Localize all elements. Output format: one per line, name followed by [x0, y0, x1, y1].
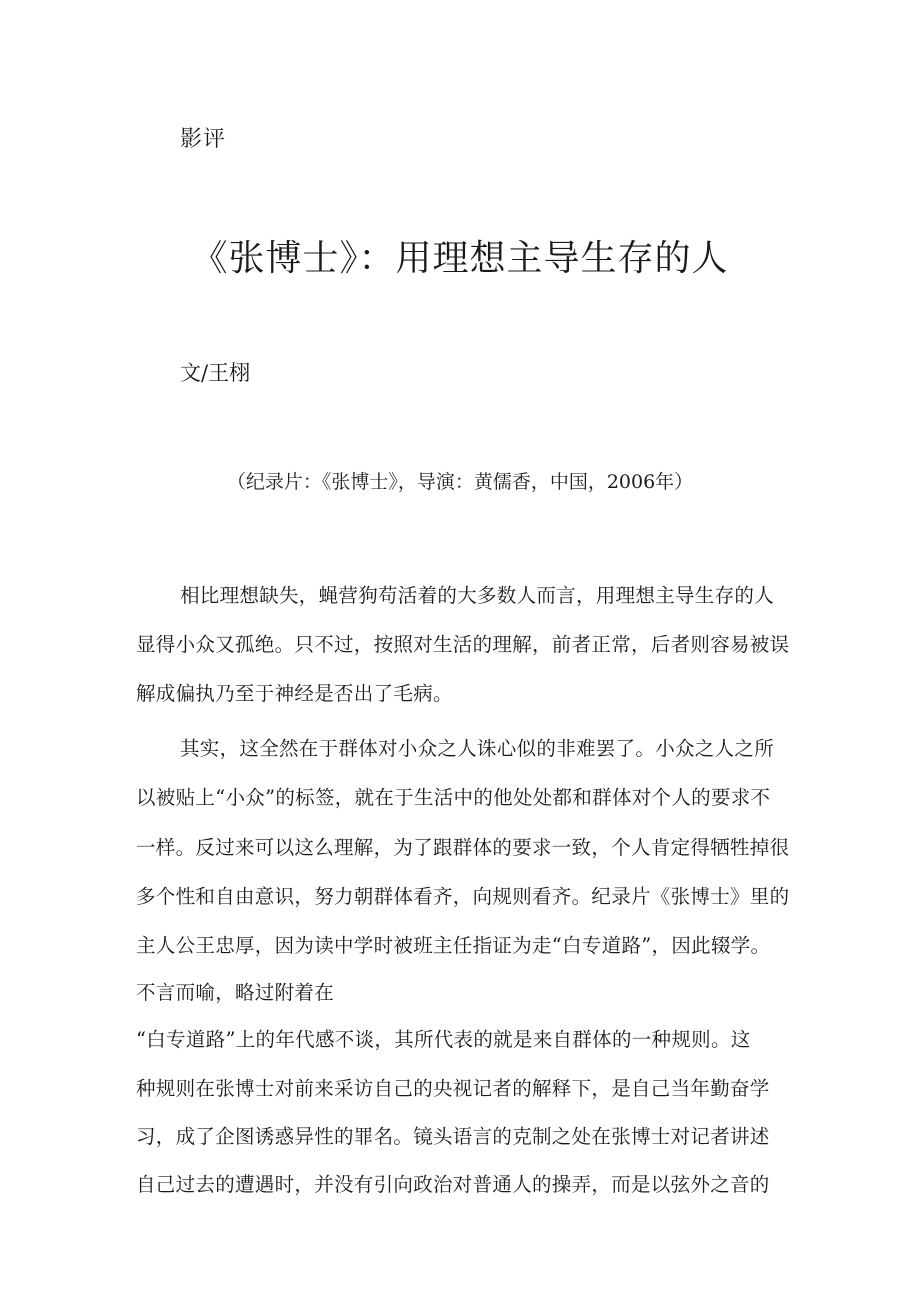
paragraph-line: 其实，这全然在于群体对小众之人诛心似的非难罢了。小众之人之所 — [180, 737, 775, 760]
paragraph-line: 解成偏执乃至于神经是否出了毛病。 — [136, 682, 453, 705]
section-label: 影评 — [180, 127, 227, 152]
paragraph-line: 自己过去的遭遇时，并没有引向政治对普通人的操弄，而是以弦外之音的 — [136, 1173, 770, 1196]
paragraph-line: 一样。反过来可以这么理解，为了跟群体的要求一致，个人肯定得牺牲掉很 — [136, 836, 790, 859]
paragraph-line: 相比理想缺失，蝇营狗苟活着的大多数人而言，用理想主导生存的人 — [180, 584, 775, 607]
paragraph-line: 不言而喻，略过附着在 — [136, 981, 335, 1004]
paragraph-line: 主人公王忠厚，因为读中学时被班主任指证为走“白专道路”，因此辍学。 — [136, 934, 771, 957]
article-title: 《张博士》：用理想主导生存的人 — [191, 238, 729, 279]
paragraph-line: 种规则在张博士对前来采访自己的央视记者的解释下，是自己当年勤奋学 — [136, 1077, 770, 1100]
paragraph-line: 以被贴上“小众”的标签，就在于生活中的他处处都和群体对个人的要求不 — [136, 786, 771, 809]
byline: 文/王栩 — [180, 361, 251, 385]
paragraph-line: 多个性和自由意识，努力朝群体看齐，向规则看齐。纪录片《张博士》里的 — [136, 885, 790, 908]
paragraph-line: 显得小众又孤绝。只不过，按照对生活的理解，前者正常，后者则容易被误 — [136, 633, 790, 656]
paragraph-line: 习，成了企图诱惑异性的罪名。镜头语言的克制之处在张博士对记者讲述 — [136, 1125, 770, 1148]
paragraph-line: “白专道路”上的年代感不谈，其所代表的就是来自群体的一种规则。这 — [136, 1028, 751, 1051]
film-info: （纪录片：《张博士》，导演：黄儒香，中国，2006年） — [226, 471, 694, 493]
